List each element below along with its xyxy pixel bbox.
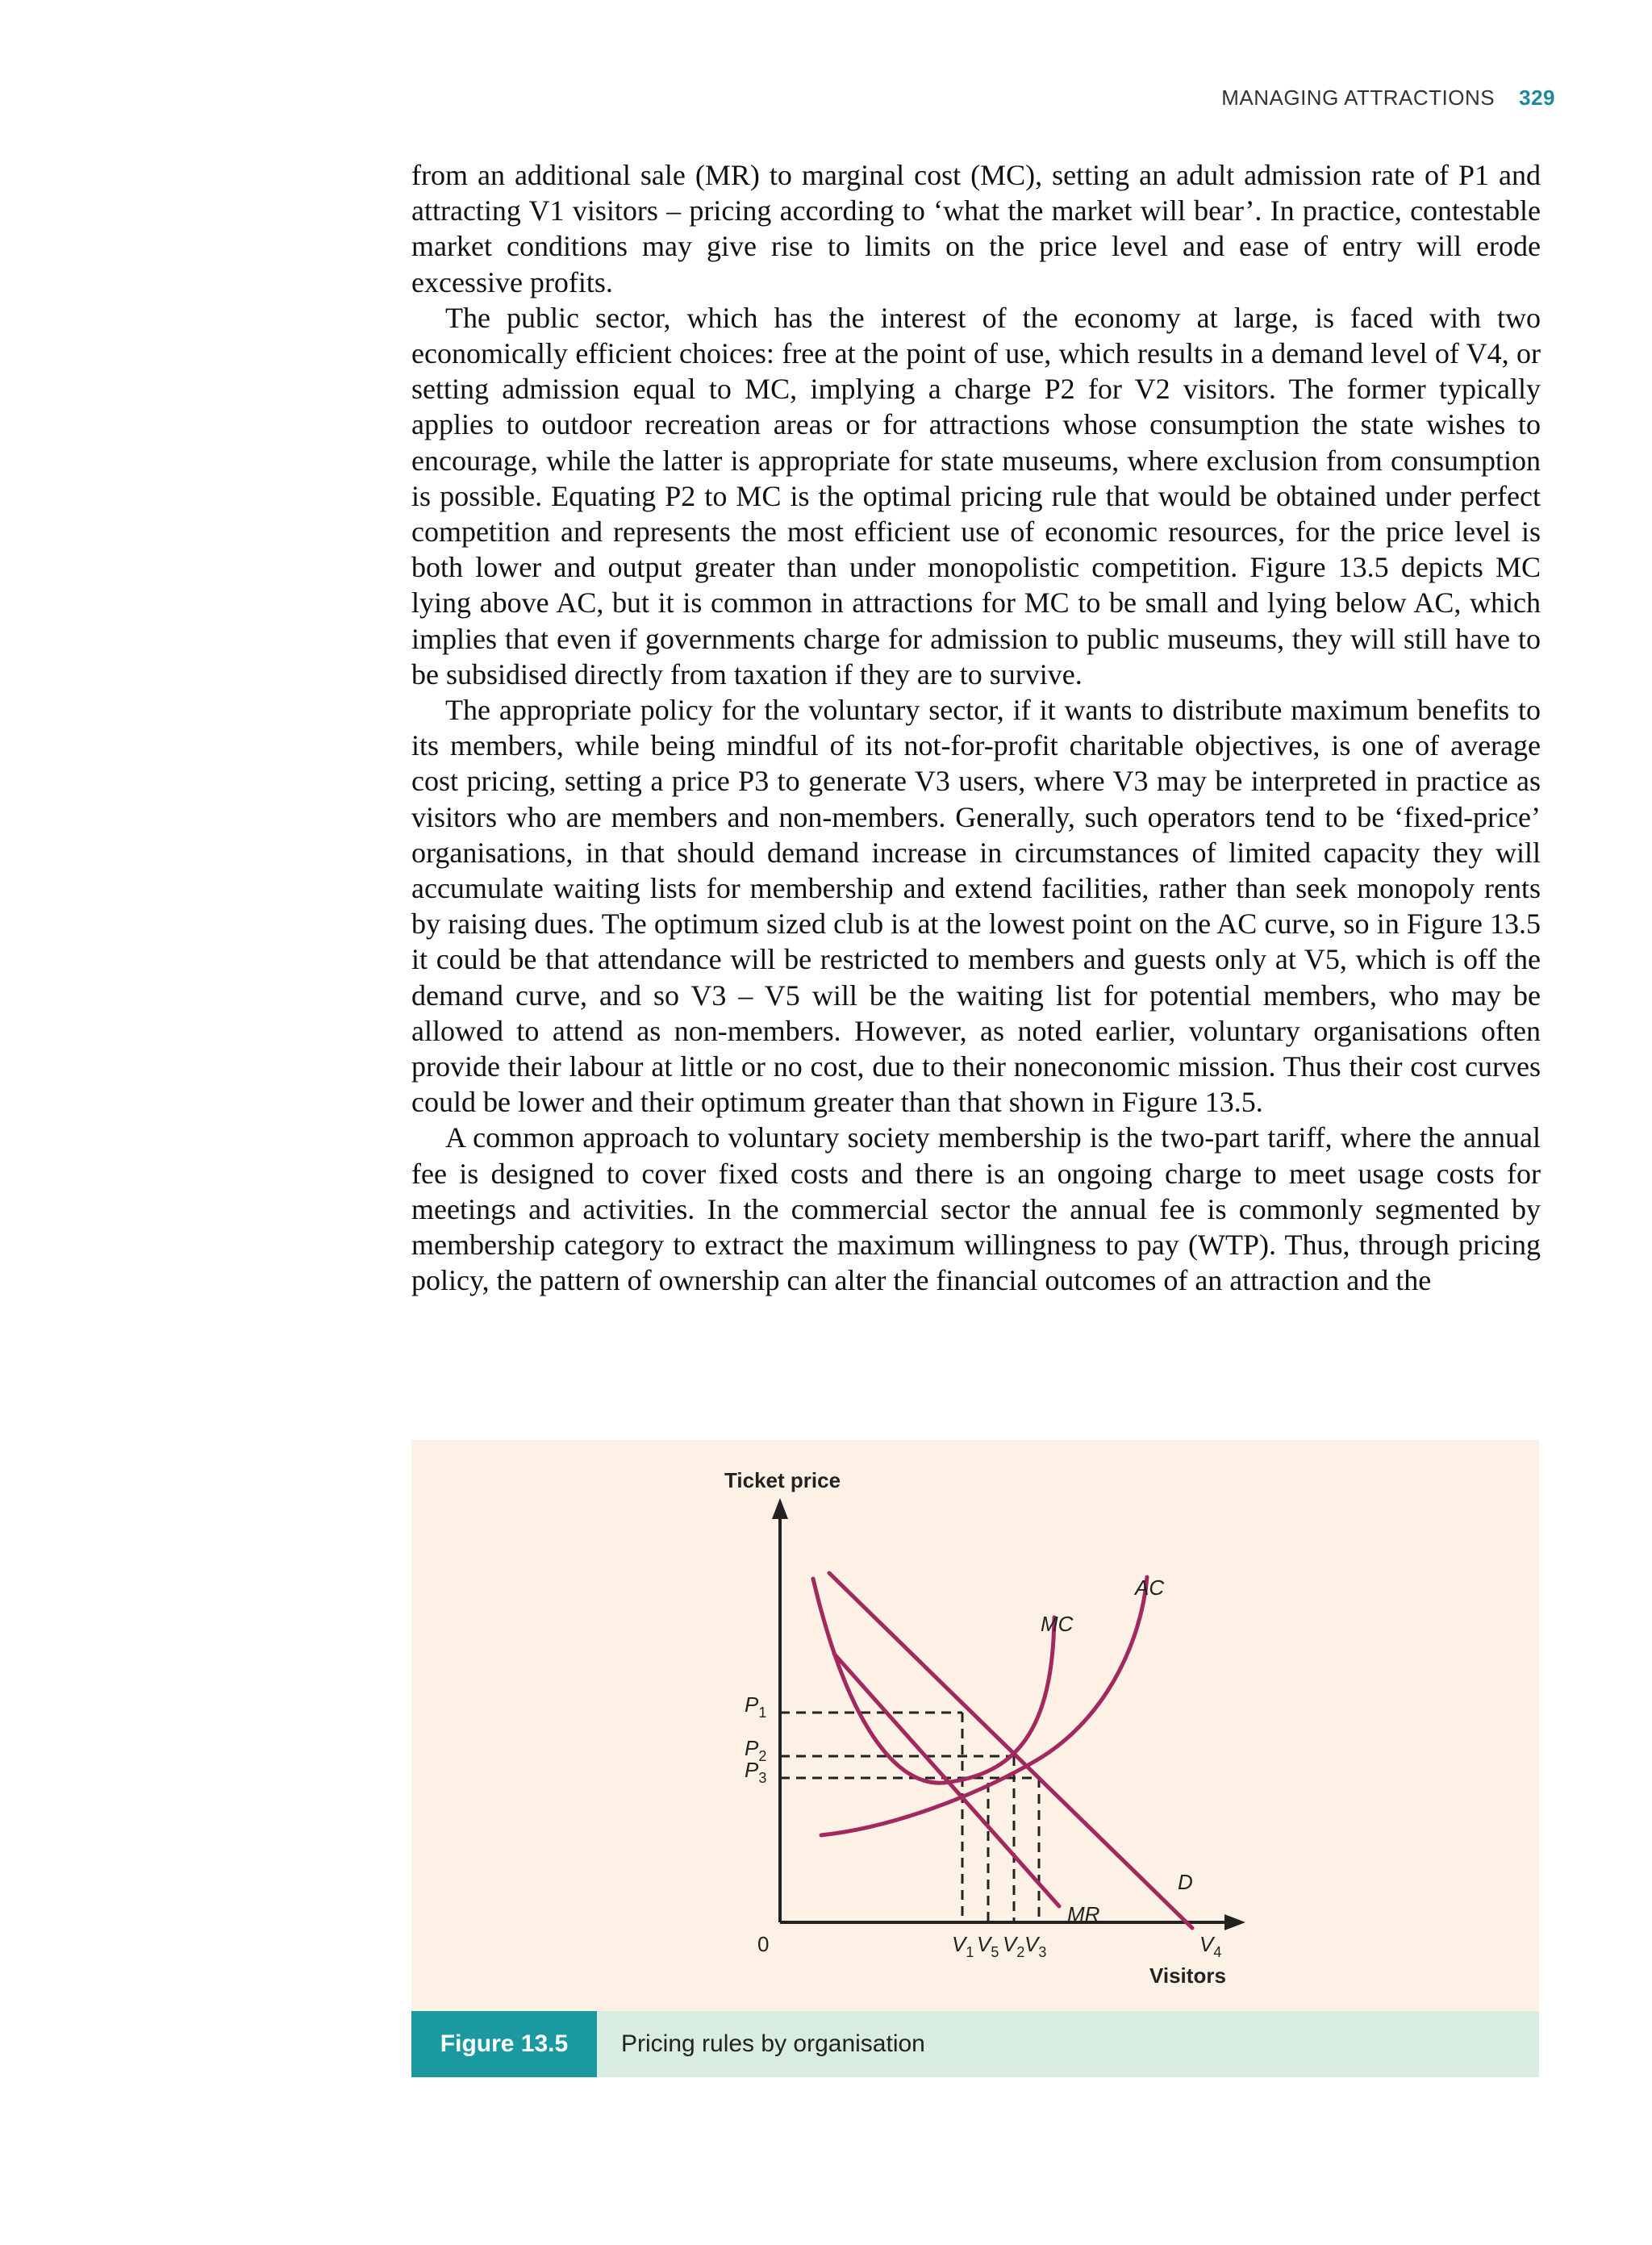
x-axis-arrow xyxy=(1224,1914,1245,1930)
mr-curve xyxy=(834,1654,1059,1906)
paragraph-4: A common approach to voluntary society membership is the two-part tariff, where the annual fee is designed to cover fixed costs and there is an ongoing charge to meet usage costs for meetings and activities. In the commercial sector the annual fee is commonly segmented by membership category to extract the maximum willingness to pay (WTP). Thus, through pricing policy, the pattern of ownership can alter the financial outcomes of an attraction and the xyxy=(411,1121,1541,1297)
y-axis-arrow xyxy=(772,1498,788,1519)
figure-number: Figure 13.5 xyxy=(411,2011,597,2077)
paragraph-3: The appropriate policy for the voluntary sector, if it wants to distribute maximum benefits to its members, while being mindful of its not-for-profit charitable objectives, is one of average cost pricing, setting a price P3 to generate V3 users, where V3 may be interpreted in practice as visitors who are members and non-members. Generally, such operators tend to be ‘fixed-price’ organisations, in that should demand increase in circumstances of limited capacity they will accumulate waiting lists for membership and extend facilities, rather than seek monopoly rents by raising dues. The optimum sized club is at the lowest point on the AC curve, so in Figure 13.5 it could be that attendance will be restricted to members and guests only at V5, which is off the demand curve, and so V3 – V5 will be the waiting list for potential members, who may be allowed to attend as non-members. However, as noted earlier, voluntary organisations often provide their labour at little or no cost, due to their noneconomic mission. Thus their cost curves could be lower and their optimum greater than that shown in Figure 13.5. xyxy=(411,694,1541,1119)
figure-13-5 xyxy=(411,1440,1539,2077)
page-number: 329 xyxy=(1519,86,1555,110)
mc-curve xyxy=(813,1579,1054,1783)
section-title: MANAGING ATTRACTIONS xyxy=(1221,86,1496,110)
running-header xyxy=(1221,86,1555,111)
price-label-p1: $P_1$ xyxy=(745,1692,767,1721)
ac-label: AC xyxy=(1135,1575,1165,1600)
paragraph-2: The public sector, which has the interest of the economy at large, is faced with two economically efficient choices: free at the point of use, which results in a demand level of V4, or setting admission equal to MC, implying a charge P2 for V2 visitors. The former typically applies to outdoor recreation areas or for attractions whose consumption the state wishes to encourage, while the latter is appropriate for state museums, where exclusion from consumption is possible. Equating P2 to MC is the optimal pricing rule that would be obtained under perfect competition and represents the most efficient use of economic resources, for the price level is both lower and output greater than under monopolistic competition. Figure 13.5 depicts MC lying above AC, but it is common in attractions for MC to be small and lying below AC, which implies that even if governments charge for admission to public museums, they will still have to be subsidised directly from taxation if they are to survive. xyxy=(411,301,1541,691)
visitor-label-v1: $V_1$ xyxy=(952,1932,974,1960)
visitor-label-v3: $V_3$ xyxy=(1024,1932,1047,1960)
pricing-diagram xyxy=(411,1440,1539,2011)
visitor-label-v4: $V_4$ xyxy=(1199,1932,1222,1960)
x-axis-label: Visitors xyxy=(1149,1963,1226,1988)
mr-label: MR xyxy=(1067,1902,1100,1926)
price-label-p2: $P_2$ xyxy=(745,1736,767,1764)
visitor-label-v2: $V_2$ xyxy=(1003,1932,1025,1960)
visitor-label-v5: $V_5$ xyxy=(977,1932,999,1960)
origin-label: 0 xyxy=(757,1932,770,1956)
ac-curve xyxy=(821,1577,1147,1835)
visitor-labels xyxy=(952,1932,1221,1960)
figure-caption xyxy=(411,2011,1539,2077)
y-axis-label: Ticket price xyxy=(724,1468,841,1492)
mc-label: MC xyxy=(1041,1612,1074,1636)
d-label: D xyxy=(1178,1870,1193,1894)
price-labels xyxy=(745,1692,766,1786)
body-text xyxy=(411,157,1541,1299)
paragraph-1: from an additional sale (MR) to marginal cost (MC), setting an adult admission rate of P1 and attracting V1 visitors – pricing according to ‘what the market will bear’. In practice, contestable market conditions may give rise to limits on the price level and ease of entry will erode excessive profits. xyxy=(411,159,1541,298)
price-label-p3: $P_3$ xyxy=(745,1758,767,1786)
curves xyxy=(813,1573,1192,1928)
figure-title: Pricing rules by organisation xyxy=(621,2030,925,2057)
